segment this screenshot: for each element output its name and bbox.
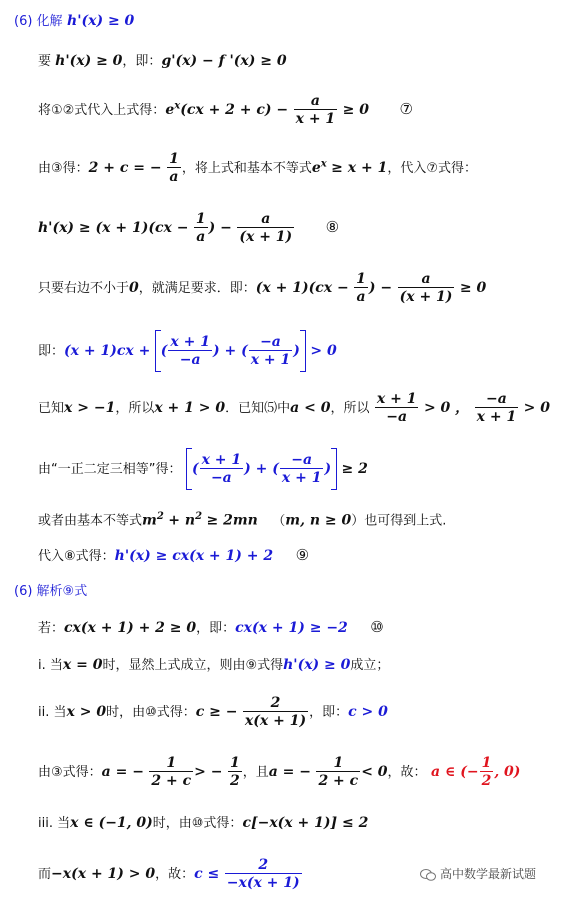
fraction: $\frac{1}{a}$ <box>169 151 179 185</box>
math: ( <box>160 343 168 359</box>
fraction: $\frac{2}{x(x + 1)}$ <box>244 695 307 729</box>
text: ）也可得到上式. <box>351 513 447 529</box>
line-11 <box>38 620 384 635</box>
math-sup: x <box>174 100 181 112</box>
line-3 <box>38 152 477 184</box>
text: 或者由基本不等式 <box>38 513 143 529</box>
line-12 <box>38 658 389 672</box>
math: m, n ≥ 0 <box>285 512 352 529</box>
text: ，故： <box>155 867 195 882</box>
math: ) − <box>368 280 393 296</box>
equation-tag: ⑩ <box>370 618 384 636</box>
text: iii. 当 <box>38 816 71 831</box>
fraction: $\frac{2}{-x(x + 1)}$ <box>226 857 300 891</box>
math: (x + 1)cx + <box>64 343 151 359</box>
math: x > −1 <box>64 400 116 416</box>
text: 成立； <box>350 658 390 673</box>
math: > 0 <box>523 400 551 416</box>
text: 时，由⑩式得： <box>106 705 196 720</box>
text: ，所以 <box>115 401 155 416</box>
line-13 <box>38 696 388 728</box>
fraction: $\frac{x + 1}{-a}$ <box>170 334 210 368</box>
math: + n <box>168 512 196 529</box>
line-1 <box>38 54 287 68</box>
text: ，即： <box>122 54 162 69</box>
line-6 <box>38 330 337 372</box>
fraction: $\frac{a}{x + 1}$ <box>295 93 336 127</box>
fraction: $\frac{1}{2}$ <box>229 755 240 789</box>
text: （ <box>272 513 286 529</box>
fraction: $\frac{1}{2 + c}$ <box>151 755 192 789</box>
text: ，即： <box>196 621 236 636</box>
math: cx(x + 1) + 2 ≥ 0 <box>64 620 197 636</box>
math: h'(x) ≥ 0 <box>283 657 351 673</box>
text: 将①②式代入上式得： <box>38 103 166 118</box>
math: m <box>142 512 157 529</box>
text: 由③得： <box>38 161 89 176</box>
text: ．已知⑸中 <box>225 401 291 416</box>
line-7 <box>38 392 550 424</box>
math: > 0 <box>310 343 337 359</box>
section-heading-1 <box>14 14 134 28</box>
math: ) + ( <box>212 343 248 359</box>
fraction: $\frac{-a}{x + 1}$ <box>476 391 517 425</box>
fraction: $\frac{a}{(x + 1)}$ <box>399 271 453 305</box>
math: h'(x) ≥ 0 <box>55 53 123 69</box>
line-8 <box>38 448 368 490</box>
math: −x(x + 1) > 0 <box>51 866 156 882</box>
watermark <box>420 865 536 882</box>
heading-label: (6) 解析⑨式 <box>14 584 88 599</box>
math: a ∈ (− <box>431 764 479 780</box>
watermark-text: 高中数学最新试题 <box>440 867 537 881</box>
text: 时，由⑩式得： <box>152 816 243 831</box>
math: ≥ 0 <box>459 280 487 296</box>
math: cx(x + 1) ≥ −2 <box>235 620 348 636</box>
equation-tag: ⑨ <box>295 546 310 564</box>
math: ) − <box>208 220 232 236</box>
text: 而 <box>38 867 52 882</box>
fraction: $\frac{1}{2 + c}$ <box>318 755 359 789</box>
math-sup: 2 <box>195 511 203 522</box>
text: i. 当 <box>38 658 63 673</box>
text: 即： <box>38 344 65 359</box>
math: ≥ 0 <box>342 102 369 118</box>
math: h'(x) ≥ (x + 1)(cx − <box>38 220 189 236</box>
line-9 <box>38 512 446 528</box>
line-2 <box>38 94 413 126</box>
text: ，且 <box>242 765 269 780</box>
math: ≥ 2mn <box>206 512 258 529</box>
text: 代入⑧式得： <box>38 549 115 564</box>
fraction: $\frac{a}{(x + 1)}$ <box>239 211 293 245</box>
line-14 <box>38 756 520 788</box>
line-15 <box>38 816 368 830</box>
math: x + 1 > 0 <box>154 400 226 416</box>
right-bracket <box>331 448 337 490</box>
math: a = − <box>268 764 311 780</box>
fraction: $\frac{-a}{x + 1}$ <box>281 452 322 486</box>
math: a < 0 <box>290 400 331 416</box>
math: > 0 ， <box>423 400 470 416</box>
heading-label: (6) 化解 <box>14 14 63 29</box>
math: x = 0 <box>62 657 103 673</box>
equation-tag: ⑦ <box>399 100 413 118</box>
math: < 0 <box>361 764 388 780</box>
math: g'(x) − f '(x) ≥ 0 <box>161 53 287 69</box>
text: ii. 当 <box>38 705 67 720</box>
math: 2 + c = − <box>88 160 162 176</box>
text: 若： <box>38 621 65 636</box>
math-sup: x <box>320 158 327 170</box>
math: (cx + 2 + c) − <box>180 102 289 118</box>
math: e <box>165 102 175 118</box>
text: ，即： <box>309 705 349 720</box>
heading-expr: h'(x) ≥ 0 <box>67 13 135 29</box>
math: (x + 1)(cx − <box>255 280 349 296</box>
fraction: $\frac{1}{a}$ <box>356 271 366 305</box>
math: ( <box>191 461 199 477</box>
math: 0 <box>129 280 139 296</box>
text: ，就满足要求．即： <box>138 281 256 296</box>
fraction: $\frac{x + 1}{-a}$ <box>201 452 242 486</box>
math: ) <box>324 461 332 477</box>
fraction: $\frac{1}{2}$ <box>481 755 492 789</box>
line-5 <box>38 272 486 304</box>
text: ，故： <box>387 765 427 780</box>
text: 已知 <box>38 401 65 416</box>
math: x ∈ (−1, 0) <box>70 815 153 831</box>
fraction: $\frac{1}{a}$ <box>195 211 206 245</box>
math: > − <box>194 764 223 780</box>
math: ) + ( <box>244 461 279 477</box>
fraction: $\frac{-a}{x + 1}$ <box>250 334 291 368</box>
text: ，所以 <box>330 401 370 416</box>
math: a = − <box>101 764 144 780</box>
section-heading-2 <box>14 584 87 598</box>
line-4 <box>38 212 339 244</box>
math: x > 0 <box>66 704 107 720</box>
line-16 <box>38 858 303 890</box>
text: 只要右边不小于 <box>38 281 130 296</box>
math: ≥ 2 <box>341 461 368 477</box>
math: c[−x(x + 1)] ≤ 2 <box>242 815 369 831</box>
text: 时，显然上式成立，则由⑨式得 <box>102 658 284 673</box>
text: 要 <box>38 54 56 69</box>
text: ，代入⑦式得： <box>387 161 477 176</box>
right-bracket <box>300 330 306 372</box>
math: ) <box>293 343 300 359</box>
line-10 <box>38 548 309 563</box>
text: ，将上式和基本不等式 <box>181 161 312 176</box>
wechat-icon <box>420 869 436 881</box>
math: ≥ x + 1 <box>331 160 388 176</box>
fraction: $\frac{x + 1}{-a}$ <box>376 391 417 425</box>
text: 由③式得： <box>38 765 102 780</box>
math: , 0) <box>494 764 521 780</box>
equation-tag: ⑧ <box>325 218 340 236</box>
math: c ≤ <box>194 866 220 882</box>
math-sup: 2 <box>156 511 164 522</box>
math: h'(x) ≥ cx(x + 1) + 2 <box>114 548 274 564</box>
math: c > 0 <box>348 704 388 720</box>
math: c ≥ − <box>195 704 238 720</box>
math: e <box>311 160 321 176</box>
text: 由“一正二定三相等”得： <box>38 462 182 477</box>
